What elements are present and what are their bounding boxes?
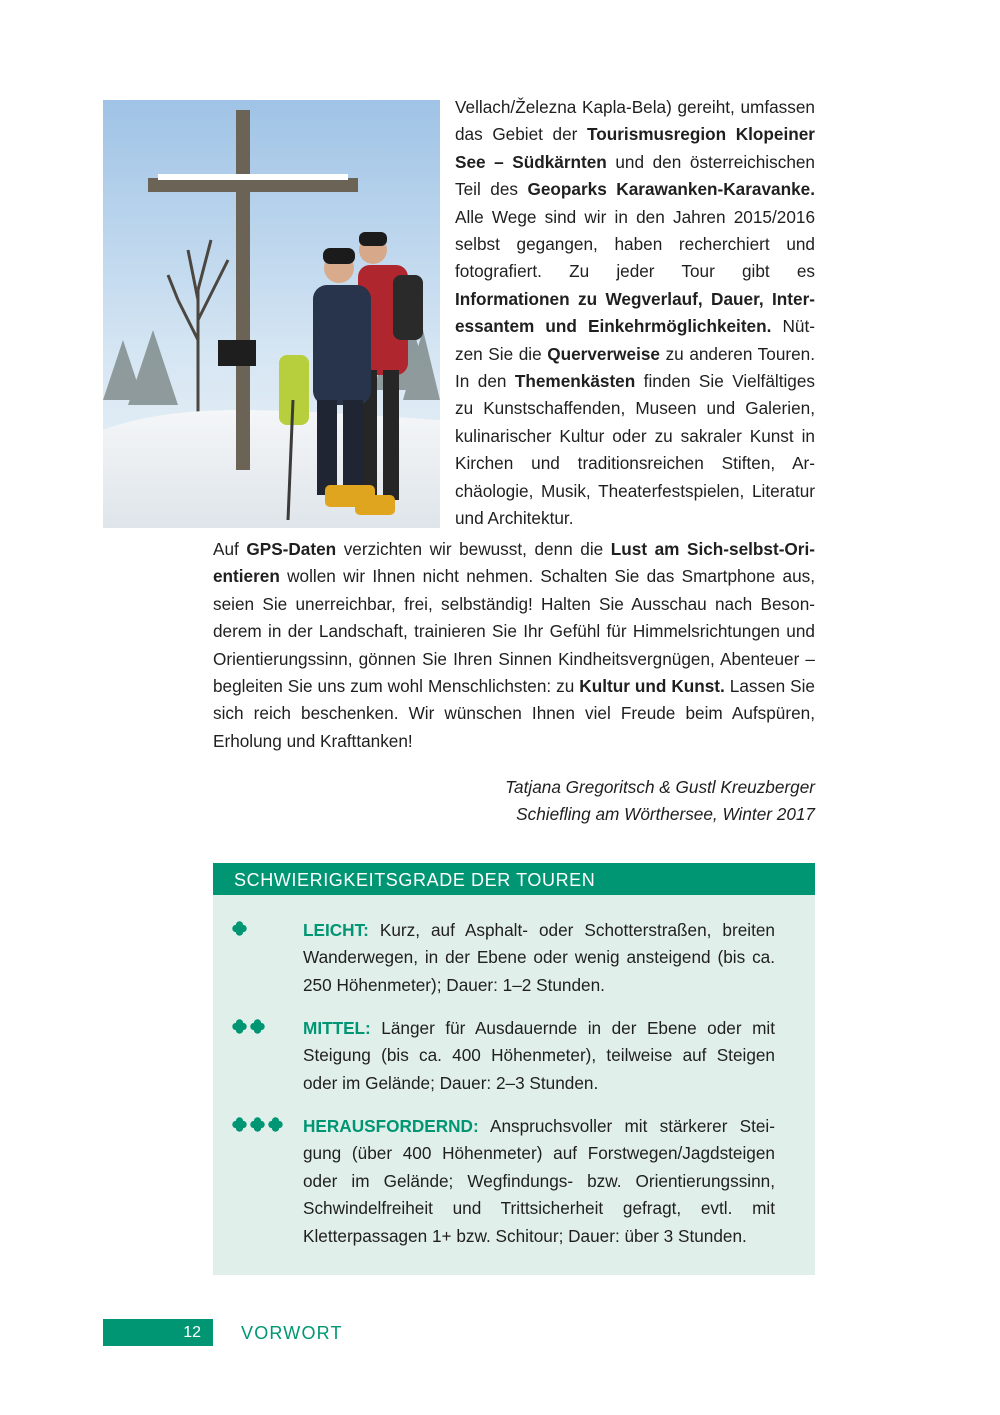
intro-full-text xyxy=(213,536,815,755)
hikers-at-summit-cross-image xyxy=(103,100,440,528)
signature xyxy=(413,774,815,828)
signature-place-date: Schiefling am Wörthersee, Winter 2017 xyxy=(516,804,815,824)
clover-icon xyxy=(268,1117,283,1132)
bold-text-run: Geoparks Karawanken-Karavanke. xyxy=(527,179,815,200)
difficulty-level-text xyxy=(303,917,775,999)
clover-icon xyxy=(232,1019,247,1034)
text-run: Vellach/Železna Kapla-Bela) gereiht, umfassen das Gebiet der xyxy=(455,97,815,145)
difficulty-marks xyxy=(232,921,247,936)
difficulty-level-text xyxy=(303,1015,775,1097)
difficulty-level-label: MITTEL: xyxy=(303,1018,371,1038)
clover-icon xyxy=(232,921,247,936)
text-run: verzichten wir bewusst, denn die xyxy=(336,539,611,559)
section-title: VORWORT xyxy=(241,1323,343,1343)
text-run: zu anderen Touren. In den xyxy=(455,343,815,392)
bold-text-run: Themenkästen xyxy=(514,371,636,392)
difficulty-level-text xyxy=(303,1113,775,1250)
text-run: Nützen Sie die xyxy=(455,316,815,364)
clover-icon xyxy=(232,1117,247,1132)
intro-column-text xyxy=(455,94,815,533)
difficulty-level-label: HERAUSFORDERND: xyxy=(303,1116,479,1136)
difficulty-box xyxy=(213,863,815,1275)
difficulty-box-title: SCHWIERIGKEITSGRADE DER TOUREN xyxy=(213,863,815,895)
text-run: Lassen Sie sich reich beschenken. Wir wünschen Ihnen viel Freude beim Aufspüren, Erholung und Krafttanken! xyxy=(213,676,815,751)
difficulty-level-description: Kurz, auf Asphalt- oder Schotterstraßen, breiten Wanderwegen, in der Ebene oder wenig ansteigend (bis ca. 250 Höhenmeter); Dauer: 1–2 Stunden. xyxy=(303,920,775,995)
text-run: und den österreichischen Teil des xyxy=(455,151,815,200)
text-run: Alle Wege sind wir in den Jahren 2015/2016 selbst gegangen, haben recherchiert und fotografiert. Zu jeder Tour gibt es xyxy=(455,206,815,282)
text-run: wollen wir Ihnen nicht nehmen. Schalten Sie das Smartphone aus, seien Sie unerreichbar, frei, selbständig! Halten Sie Ausschau nach Besonderem in der Landschaft, trainieren Sie Ihr Gefühl für Himmelsrichtungen und Orientierungssinn, gönnen Sie Ihren Sinnen Kindheitsvergnügen, Abenteuer – begleiten Sie uns zum wohl Menschlichsten: zu xyxy=(213,566,815,697)
difficulty-level-description: Länger für Ausdauernde in der Ebene oder mit Steigung (bis ca. 400 Höhenmeter), teilweise auf Steigen oder im Gelände; Dauer: 2–3 Stunden. xyxy=(303,1018,775,1093)
clover-icon xyxy=(250,1019,265,1034)
bold-text-run: Tourismusregion Klopeiner See – Südkärnten xyxy=(455,124,815,172)
bold-text-run: Kultur und Kunst. xyxy=(579,676,725,697)
difficulty-level-description: Anspruchsvoller mit stärkerer Steigung (über 400 Höhenmeter) auf Forstwegen/Jagdsteigen oder im Gelände; Wegfindungs- bzw. Orientierungssinn, Schwindelfreiheit und Trittsicherheit gefragt, evtl. mit Kletterpassagen 1+ bzw. Schitour; Dauer: über 3 Stunden. xyxy=(303,1116,775,1246)
page-number: 12 xyxy=(103,1319,213,1346)
summit-cross-photo xyxy=(103,100,440,528)
bold-text-run: Lust am Sich-selbst-Orientieren xyxy=(213,539,815,587)
difficulty-marks xyxy=(232,1117,283,1132)
bold-text-run: Informationen zu Wegverlauf, Dauer, Interessantem und Einkehrmöglichkeiten. xyxy=(455,288,815,337)
bold-text-run: Querverweise xyxy=(547,343,660,364)
signature-authors: Tatjana Gregoritsch & Gustl Kreuzberger xyxy=(505,777,815,797)
text-run: Auf xyxy=(213,539,247,559)
clover-icon xyxy=(250,1117,265,1132)
difficulty-marks xyxy=(232,1019,265,1034)
bold-text-run: GPS-Daten xyxy=(246,539,337,559)
text-run: finden Sie Vielfältiges zu Kunstschaffenden, Museen und Galerien, kulinarischer Kultur oder zu sakraler Kunst in Kirchen und traditionsreichen Stiften, Archäologie, Musik, Theaterfestspielen, Literatur und Architektur. xyxy=(455,371,815,529)
difficulty-level-label: LEICHT: xyxy=(303,920,369,940)
